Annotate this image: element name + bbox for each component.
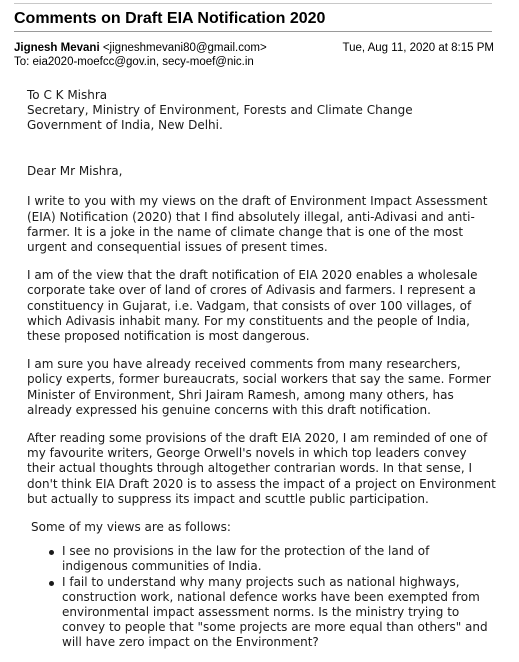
spacer — [27, 507, 497, 520]
address-line: To C K Mishra — [27, 88, 108, 102]
address-line: Secretary, Ministry of Environment, Forests and Climate Change — [27, 103, 413, 118]
views-intro: Some of my views are as follows: — [31, 520, 231, 535]
spacer — [27, 255, 497, 268]
from-line — [14, 41, 508, 55]
sender-name[interactable]: Jignesh Mevani — [14, 42, 100, 54]
spacer — [27, 418, 497, 431]
sent-date: Tue, Aug 11, 2020 at 8:15 PM — [342, 42, 494, 54]
email-header — [14, 41, 508, 69]
body-paragraph: After reading some provisions of the draft EIA 2020, I am reminded of one of my favourite writers, George Orwell's novels in which top leaders convey their actual thoughts through altogether contrarian words. In that sense, I don't think EIA Draft 2020 is to assess the impact of a project on Environment but actually to suppress its impact and scuttle public participation. — [27, 431, 496, 506]
views-list — [27, 544, 497, 650]
spacer — [27, 134, 497, 149]
subject-divider — [14, 31, 492, 32]
spacer — [27, 179, 497, 194]
spacer — [27, 344, 497, 357]
top-divider — [14, 3, 492, 4]
salutation: Dear Mr Mishra, — [27, 163, 123, 178]
address-line: Government of India, New Delhi. — [27, 118, 223, 133]
list-item: I see no provisions in the law for the protection of the land of indigenous communities of India. — [62, 544, 497, 574]
body-paragraph: I am of the view that the draft notification of EIA 2020 enables a wholesale corporate take over of land of crores of Adivasis and farmers. I represent a constituency in Gujarat, i.e. Vadgam, that consists of over 100 villages, of which Adivasis inhabit many. For my constituents and the people of India, these proposed notification is most dangerous. — [27, 268, 478, 343]
body-paragraph: I write to you with my views on the draft of Environment Impact Assessment (EIA) Notification (2020) that I find absolutely illegal, anti-Adivasi and anti-farmer. It is a joke in the name of climate change that is one of the most urgent and consequential issues of present times. — [27, 194, 488, 254]
recipients-line: To: eia2020-moefcc@gov.in, secy-moef@nic.in — [14, 56, 254, 68]
body-paragraph: I am sure you have already received comments from many researchers, policy experts, former bureaucrats, social workers that say the same. Former Minister of Environment, Shri Jairam Ramesh, among many others, has already expressed his genuine concerns with this draft notification. — [27, 357, 491, 417]
sender-address[interactable]: <jigneshmevani80@gmail.com> — [102, 42, 267, 54]
email-body — [27, 88, 497, 651]
email-subject: Comments on Draft EIA Notification 2020 — [14, 10, 326, 27]
spacer — [27, 149, 497, 164]
list-item: I fail to understand why many projects such as national highways, construction work, national defence works have been exempted from environmental impact assessment norms. Is the ministry trying to convey to people that "some projects are more equal than others" and will have zero impact on the Environment? — [62, 575, 497, 651]
